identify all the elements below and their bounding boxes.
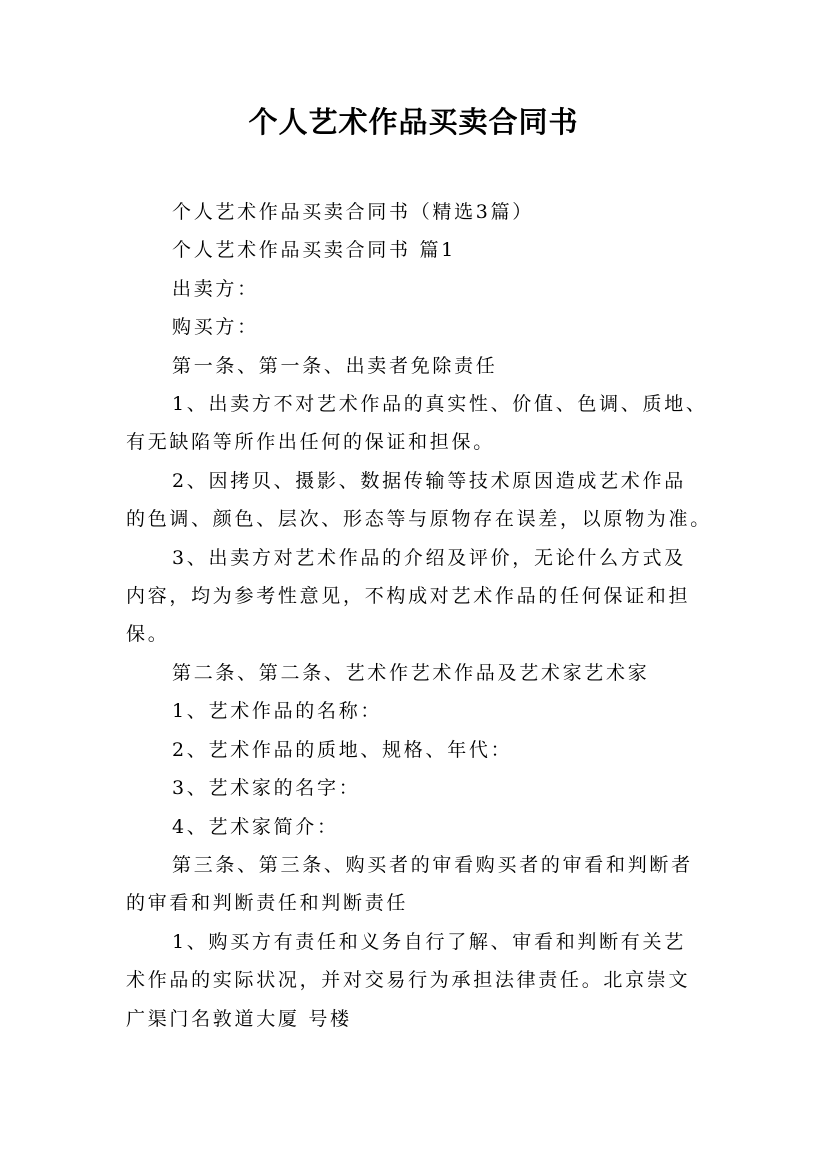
paragraph-line: 3、艺术家的名字：	[172, 777, 361, 800]
paragraph-line: 1、出卖方不对艺术作品的真实性、价值、色调、质地、	[172, 393, 708, 416]
paragraph-line: 第三条、第三条、购买者的审看购买者的审看和判断者	[172, 853, 693, 876]
paragraph	[126, 231, 716, 269]
paragraph-line: 1、购买方有责任和义务自行了解、审看和判断有关艺	[172, 930, 686, 953]
paragraph-line: 3、出卖方对艺术作品的介绍及评价，无论什么方式及	[172, 546, 686, 569]
paragraph-line: 内容，均为参考性意见，不构成对艺术作品的任何保证和担	[126, 585, 691, 608]
paragraph	[126, 731, 716, 769]
paragraph	[126, 846, 716, 923]
paragraph-line: 广渠门名敦道大厦 号楼	[126, 1007, 352, 1030]
paragraph	[126, 462, 716, 539]
document-body	[126, 193, 716, 1038]
paragraph	[126, 654, 716, 692]
paragraph-line: 术作品的实际状况，并对交易行为承担法律责任。北京崇文	[126, 969, 691, 992]
paragraph-line: 个人艺术作品买卖合同书（精选3篇）	[172, 201, 534, 223]
paragraph-line: 保。	[126, 623, 170, 646]
paragraph	[126, 923, 716, 1038]
paragraph-line: 2、因拷贝、摄影、数据传输等技术原因造成艺术作品	[172, 469, 686, 492]
paragraph-line: 第一条、第一条、出卖者免除责任	[172, 354, 498, 377]
paragraph-line: 购买方：	[172, 316, 259, 339]
paragraph-line: 的审看和判断责任和判断责任	[126, 892, 409, 915]
paragraph-line: 个人艺术作品买卖合同书 篇1	[172, 239, 456, 262]
paragraph	[126, 308, 716, 346]
paragraph	[126, 385, 716, 462]
paragraph	[126, 769, 716, 807]
paragraph-line: 有无缺陷等所作出任何的保证和担保。	[126, 431, 495, 454]
paragraph	[126, 347, 716, 385]
paragraph	[126, 270, 716, 308]
paragraph-line: 的色调、颜色、层次、形态等与原物存在误差，以原物为准。	[126, 508, 712, 531]
paragraph-line: 出卖方：	[172, 277, 259, 300]
paragraph-line: 第二条、第二条、艺术作艺术作品及艺术家艺术家	[172, 661, 650, 684]
paragraph	[126, 193, 716, 231]
paragraph-line: 4、艺术家简介：	[172, 815, 339, 838]
paragraph-line: 1、艺术作品的名称：	[172, 700, 383, 723]
paragraph-line: 2、艺术作品的质地、规格、年代：	[172, 738, 513, 761]
document-title: 个人艺术作品买卖合同书	[248, 105, 579, 139]
paragraph	[126, 808, 716, 846]
paragraph	[126, 539, 716, 654]
paragraph	[126, 692, 716, 730]
